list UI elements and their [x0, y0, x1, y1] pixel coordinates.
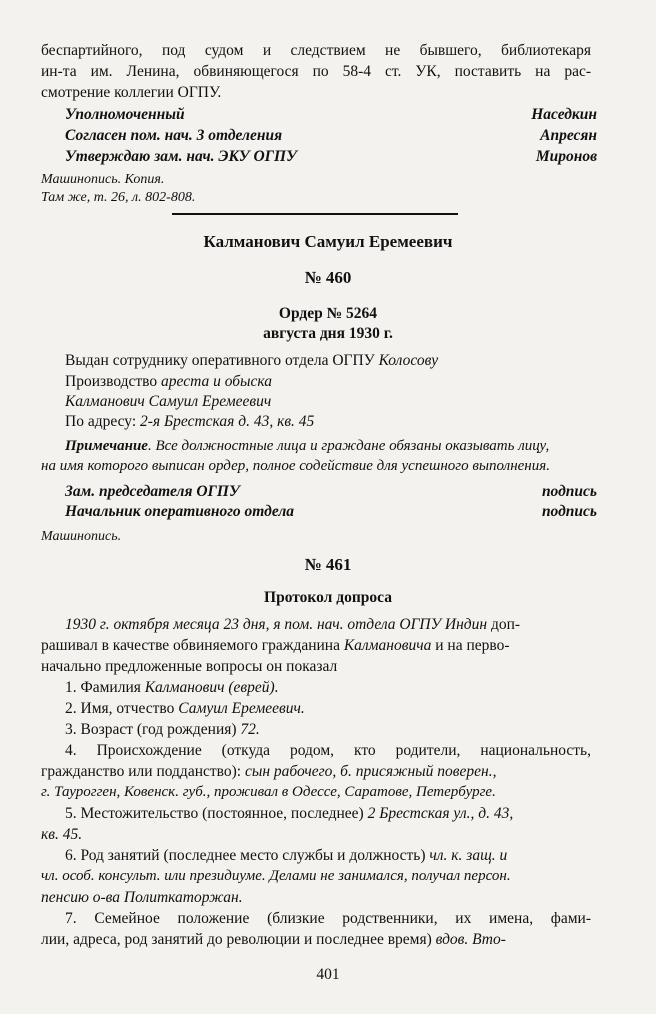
signature-name-2: Апресян — [540, 127, 597, 144]
q5-value: 2 Брестская ул., д. 43, — [367, 805, 514, 822]
order-person-name: Калманович Самуил Еремеевич — [65, 393, 272, 410]
question-4-line-3: г. Таурогген, Ковенск. губ., проживал в Одессе, Саратове, Петербурге. — [41, 784, 496, 800]
question-5-line-2: кв. 45. — [41, 826, 83, 843]
order-title: Ордер № 5264 — [278, 305, 378, 322]
intro-part-a: рашивал в качестве обвиняемого гражданина — [41, 637, 344, 654]
q1-label: 1. Фамилия — [65, 679, 145, 696]
q1-value: Калманович (еврей). — [144, 679, 279, 696]
question-2 — [65, 699, 305, 718]
remark-line-1 — [65, 437, 549, 456]
order-sig-value-2: подпись — [541, 503, 597, 520]
production-line — [65, 372, 272, 391]
q7-label: лии, адреса, род занятий до революции и последнее время) — [41, 931, 436, 948]
q6-label: 6. Род занятий (последнее место службы и должность) — [65, 847, 430, 864]
doc-461-number: № 461 — [304, 555, 352, 574]
intro-name: Калмановича — [343, 637, 432, 654]
q2-value: Самуил Еремеевич. — [178, 700, 305, 717]
intro-rest: доп- — [487, 616, 521, 633]
question-7-line-2 — [41, 930, 506, 949]
address-line — [65, 412, 314, 431]
q2-label: 2. Имя, отчество — [65, 700, 179, 717]
top-text-line-1: беспартийного, под судом и следствием не бывшего, библиотекаря — [41, 42, 591, 59]
intro-line-3: начально предложенные вопросы он показал — [41, 658, 338, 675]
order-sig-value-1: подпись — [541, 483, 597, 500]
signature-role-2: Согласен пом. нач. 3 отделения — [65, 127, 283, 144]
q4-label: гражданство или подданство): — [41, 763, 245, 780]
question-6-line-2: чл. особ. консульт. или президиуме. Делами не занимался, получал персон. — [41, 868, 511, 884]
order-source-note: Машинопись. — [41, 529, 122, 544]
q5-label: 5. Местожительство (постоянное, последнее) — [65, 805, 368, 822]
address-label: По адресу: — [65, 413, 141, 430]
signature-name-3: Миронов — [535, 148, 597, 165]
production-label: Производство — [65, 373, 162, 390]
q3-label: 3. Возраст (год рождения) — [65, 721, 241, 738]
question-4-line-2 — [41, 762, 496, 781]
intro-italic: 1930 г. октября месяца 23 дня, я пом. нач. отдела ОГПУ Индин — [65, 616, 488, 633]
question-4-line-1: 4. Происхождение (откуда родом, кто родители, национальность, — [65, 742, 591, 759]
question-5-line-1 — [65, 804, 513, 823]
top-text-line-2: ин-та им. Ленина, обвиняющегося по 58-4 ст. УК, поставить на рас- — [41, 63, 591, 80]
source-note-2: Там же, т. 26, л. 802-808. — [41, 190, 196, 205]
question-7-line-1: 7. Семейное положение (близкие родственники, их имена, фами- — [65, 910, 591, 927]
issued-to-line — [65, 351, 438, 370]
remark-text-1: . Все должностные лица и граждане обязаны оказывать лицу, — [147, 438, 550, 454]
top-text-line-3: смотрение коллегии ОГПУ. — [41, 84, 222, 101]
issued-label: Выдан сотруднику оперативного отдела ОГПУ — [65, 352, 379, 369]
protocol-title: Протокол допроса — [264, 589, 392, 606]
doc-460-number: № 460 — [304, 268, 352, 287]
q7-value: вдов. Вто- — [435, 931, 506, 948]
person-heading: Калманович Самуил Еремеевич — [203, 232, 453, 251]
order-sig-role-2: Начальник оперативного отдела — [65, 503, 295, 520]
order-sig-role-1: Зам. председателя ОГПУ — [65, 483, 240, 500]
signature-role-1: Уполномоченный — [65, 106, 185, 123]
q4-value: сын рабочего, б. присяжный поверен., — [244, 763, 497, 780]
intro-part-b: и на перво- — [431, 637, 510, 654]
q6-value: чл. к. защ. и — [429, 847, 508, 864]
question-6-line-3: пенсию о-ва Политкаторжан. — [41, 889, 243, 906]
remark-label: Примечание — [65, 438, 148, 454]
production-value: ареста и обыска — [161, 373, 273, 390]
issued-value: Колосову — [378, 352, 439, 369]
address-value: 2-я Брестская д. 43, кв. 45 — [140, 413, 315, 430]
page-number: 401 — [316, 966, 340, 983]
q3-value: 72. — [240, 721, 260, 738]
signature-role-3: Утверждаю зам. нач. ЭКУ ОГПУ — [65, 148, 297, 165]
question-6-line-1 — [65, 846, 507, 865]
order-date: августа дня 1930 г. — [263, 325, 393, 342]
question-3 — [65, 720, 260, 739]
intro-line-2 — [41, 636, 510, 655]
remark-line-2: на имя которого выписан ордер, полное содействие для успешного выполнения. — [41, 458, 550, 474]
intro-line-1 — [65, 615, 520, 634]
section-divider — [172, 213, 458, 215]
source-note-1: Машинопись. Копия. — [41, 172, 165, 187]
question-1 — [65, 678, 279, 697]
signature-name-1: Наседкин — [531, 106, 597, 123]
